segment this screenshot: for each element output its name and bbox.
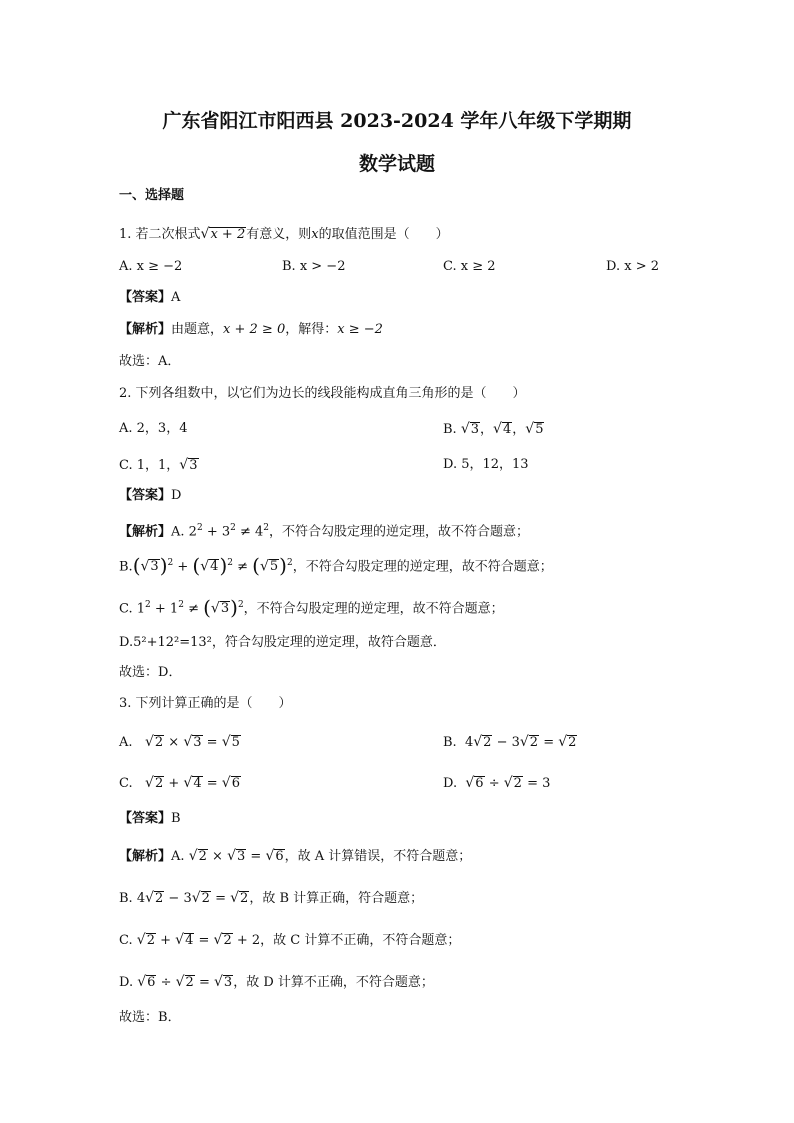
q2-analysis-d: D.5²+12²=13²，符合勾股定理的逆定理，故符合题意． <box>119 635 446 650</box>
q3-answer: 【答案】B <box>119 811 181 826</box>
q3-option-b: B. 4√2 − 3√2 = √2 <box>443 734 577 750</box>
q2-analysis-c: C. $1^2 + 1^2 \ne (√3)^2$，不符合勾股定理的逆定理，故不符合题意； <box>119 595 504 620</box>
q3-stem: 3. 下列计算正确的是（ ） <box>119 696 292 711</box>
q3-analysis-d: D. √6 ÷ √2 = √3，故 D 计算不正确，不符合题意； <box>119 974 434 990</box>
q2-choose: 故选：D． <box>119 665 182 680</box>
document-subtitle: 数学试题 <box>358 153 435 175</box>
q1-option-b: B. x > −2 <box>282 259 346 274</box>
q1-answer: 【答案】A <box>119 290 181 305</box>
section-heading: 一、选择题 <box>119 188 185 203</box>
document-title: 广东省阳江市阳西县 2023-2024 学年八年级下学期期 <box>162 110 632 132</box>
q2-option-d: D. 5，12，13 <box>443 457 529 472</box>
q2-answer: 【答案】D <box>119 488 182 503</box>
q1-option-a: A. x ≥ −2 <box>119 259 183 274</box>
q3-analysis-a: 【解析】A. √2 × √3 = √6，故 A 计算错误，不符合题意； <box>119 848 472 864</box>
q2-stem: 2. 下列各组数中，以它们为边长的线段能构成直角三角形的是（ ） <box>119 386 526 401</box>
q2-analysis-b: $B.(√3)^2 + (√4)^2 \ne (√5)^2$，不符合勾股定理的逆定理，故不符合题意； <box>119 553 553 578</box>
q2-analysis-a: 【解析】A. $2^2 + 3^2 \ne 4^2$，不符合勾股定理的逆定理，故不符合题意； <box>119 523 530 540</box>
q3-analysis-c: C. √2 + √4 = √2 + 2，故 C 计算不正确，不符合题意； <box>119 932 461 948</box>
q1-radicand: x + 2 <box>210 227 246 242</box>
q2-option-a: A. 2，3，4 <box>119 421 188 436</box>
q2-option-b: B. √3，√4，√5 <box>443 421 544 437</box>
q1-choose: 故选：A． <box>119 354 181 369</box>
q1-analysis: 【解析】由题意，x + 2 ≥ 0，解得：x ≥ −2 <box>119 322 383 337</box>
q3-option-a: A. √2 × √3 = √5 <box>119 734 240 750</box>
q1-option-c: C. x ≥ 2 <box>443 259 496 274</box>
q3-analysis-b: B. 4√2 − 3√2 = √2，故 B 计算正确，符合题意； <box>119 890 424 906</box>
q3-option-d: D. √6 ÷ √2 = 3 <box>443 775 551 791</box>
q1-stem: 1. 若二次根式√x + 2有意义，则x的取值范围是（ ） <box>119 226 449 242</box>
q2-option-c: C. 1，1，√3 <box>119 457 198 473</box>
q3-choose: 故选：B． <box>119 1010 181 1025</box>
q3-option-c: C. √2 + √4 = √6 <box>119 775 240 791</box>
q1-option-d: D. x > 2 <box>606 259 659 274</box>
